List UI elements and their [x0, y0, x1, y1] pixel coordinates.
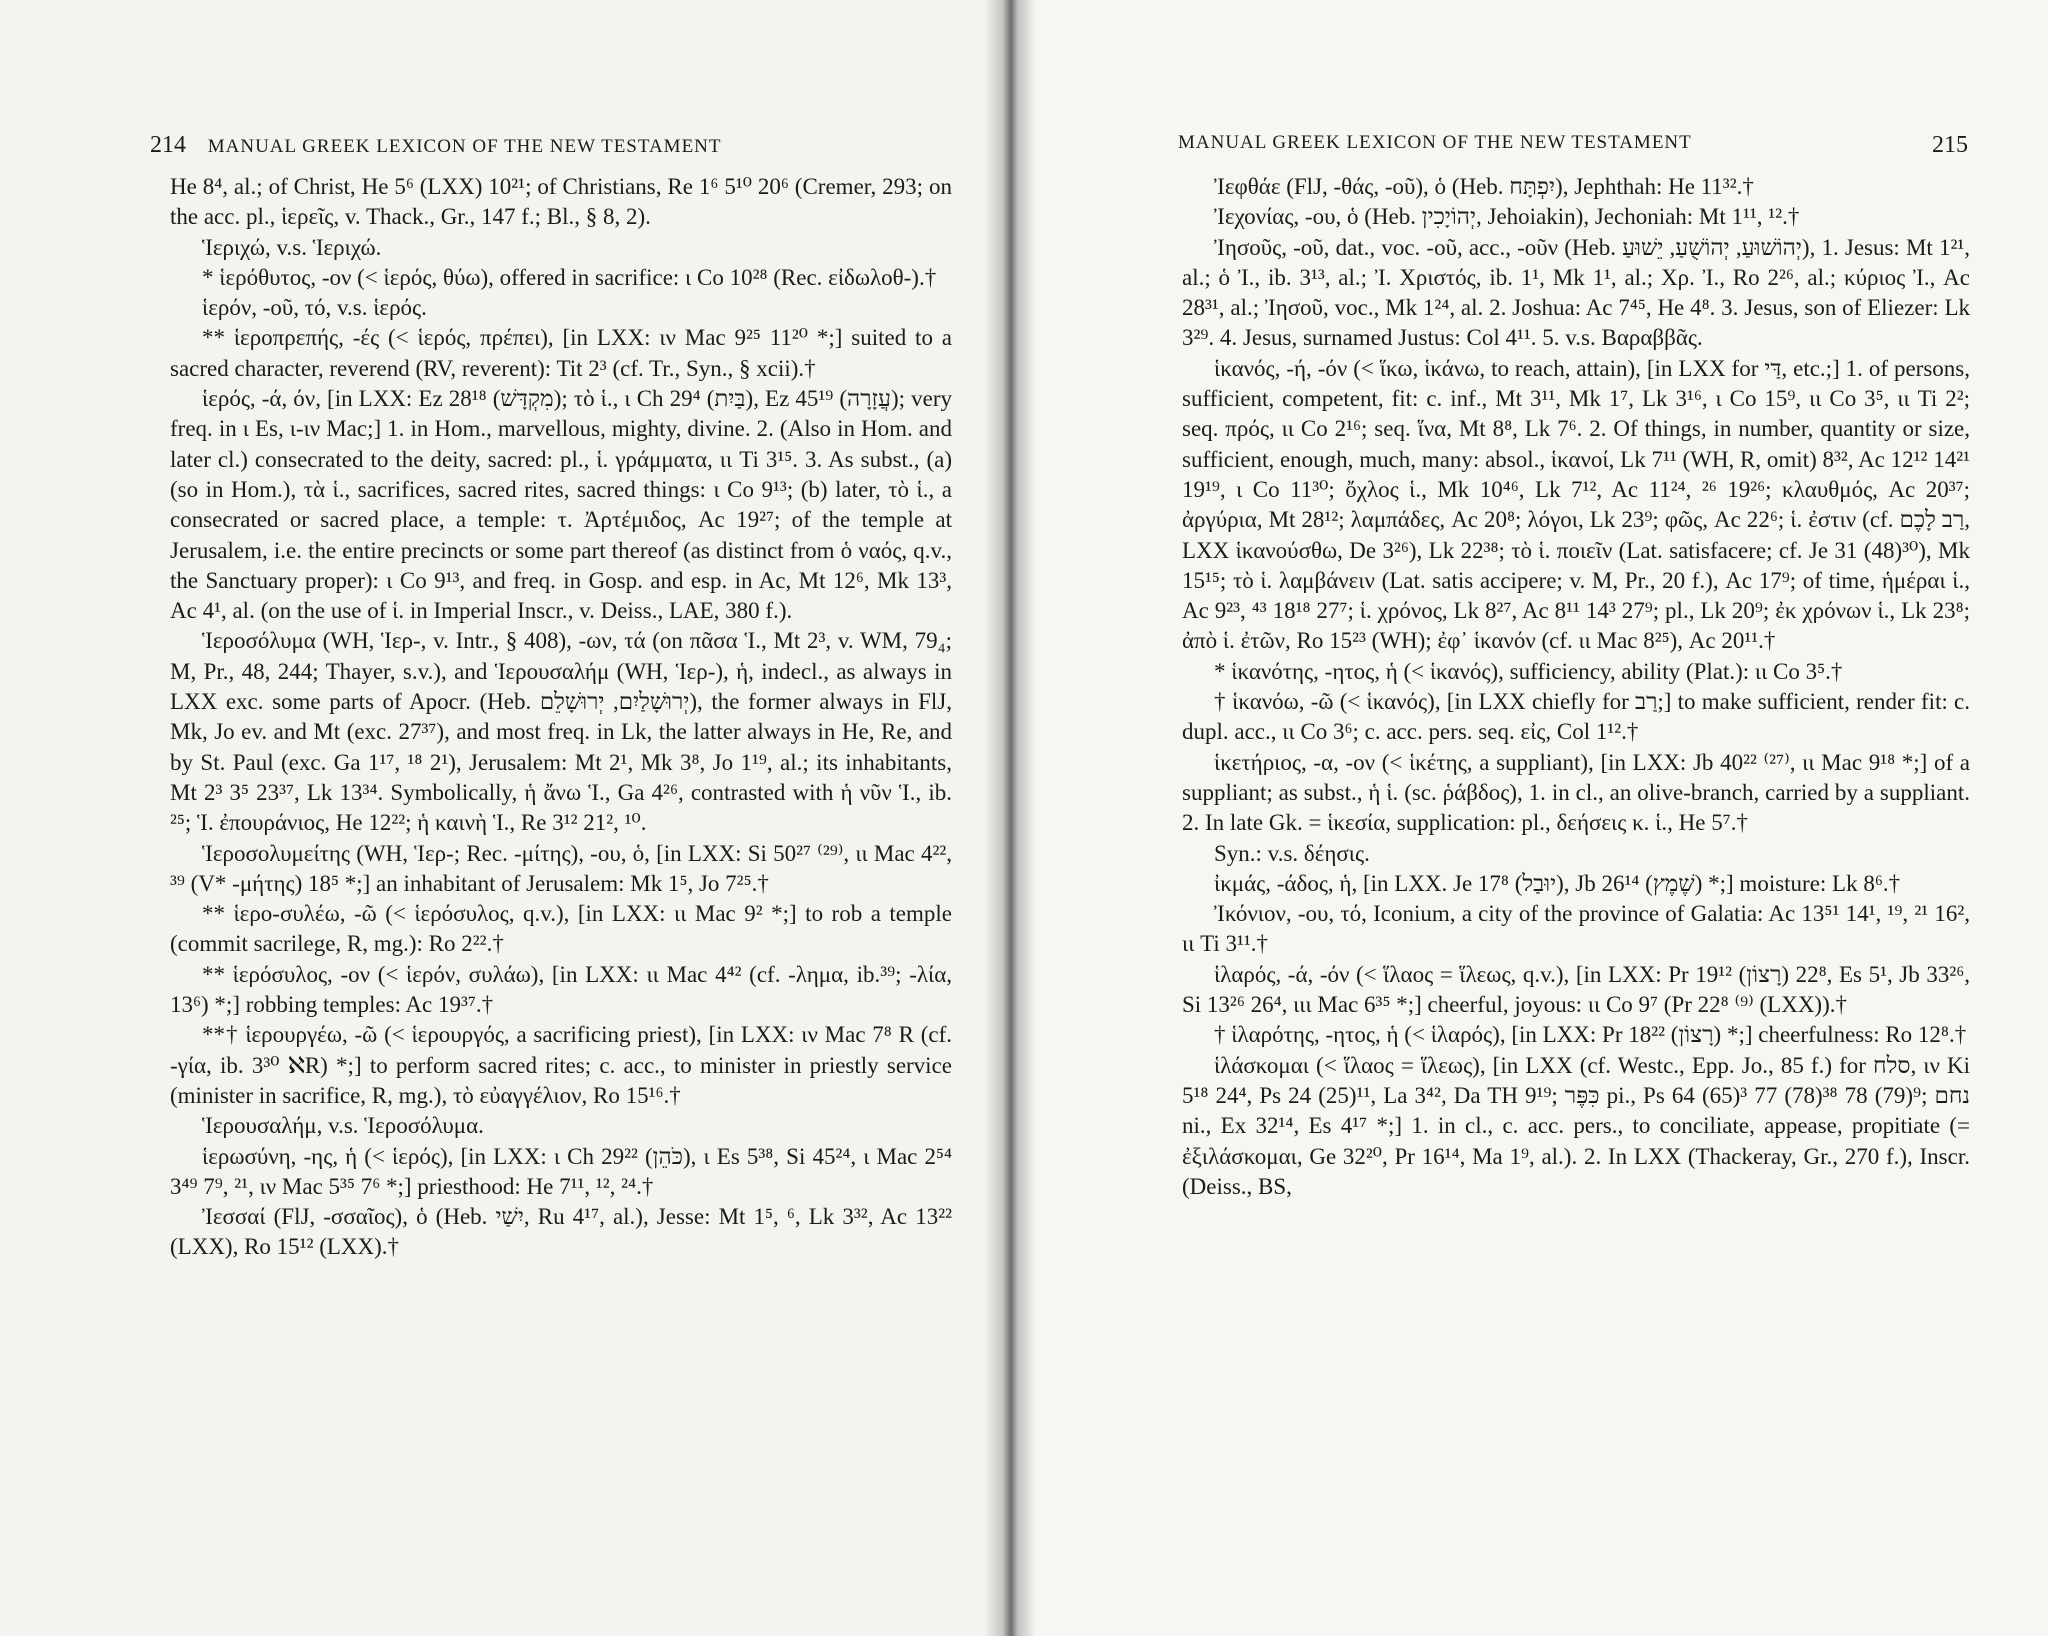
lexicon-entry: ἱλάσκομαι (< ἵλαος = ἵλεως), [in LXX (cf. Westc., Epp. Jo., 85 f.) for סלח, ιν Ki 5¹⁸ 24⁴, Ps 24 (25)¹¹, La 3⁴², Da TH 9¹⁹; כִּפֶּר pi., Ps 64 (65)³ 77 (78)³⁸ 78 (79)⁹; נחם ni., Ex 32¹⁴, Es 4¹⁷ *;] 1. in cl., c. acc. pers., to conciliate, appease, propitiate (= ἐξιλάσκομαι, Ge 32²⁰, Pr 16¹⁴, Ma 1⁹, al.). 2. In LXX (Thackeray, Gr., 270 f.), Inscr. (Deiss., BS,	[1182, 1052, 1970, 1199]
lexicon-entry: ἱερός, -ά, όν, [in LXX: Ez 28¹⁸ (מִקְדָּשׁ); τὸ ἱ., ι Ch 29⁴ (בַּיִת), Ez 45¹⁹ (עֲזָרָה); very freq. in ι Es, ι-ιν Mac;] 1. in Hom., marvellous, mighty, divine. 2. (Also in Hom. and later cl.) consecrated to the deity, sacred: pl., ἱ. γράμματα, ιι Ti 3¹⁵. 3. As subst., (a) (so in Hom.), τὰ ἱ., sacrifices, sacred rites, sacred things: ι Co 9¹³; (b) later, τὸ ἱ., a consecrated or sacred place, a temple: τ. Ἀρτέμιδος, Ac 19²⁷; of the temple at Jerusalem, i.e. the entire precincts or some part thereof (as distinct from ὁ ναός, q.v., the Sanctuary proper): ι Co 9¹³, and freq. in Gosp. and esp. in Ac, Mt 12⁶, Mk 13³, Ac 4¹, al. (on the use of ἱ. in Imperial Inscr., v. Deiss., LAE, 380 f.).	[170, 386, 952, 624]
left-page-body	[170, 172, 952, 1263]
right-running-header	[1178, 132, 1968, 159]
lexicon-entry: Ἰεφθάε (FlJ, -θάς, -οῦ), ὁ (Heb. יִפְתָּח), Jephthah: He 11³².†	[1214, 174, 1754, 199]
left-running-head: MANUAL GREEK LEXICON OF THE NEW TESTAMENT	[207, 136, 722, 157]
continuation-paragraph: He 8⁴, al.; of Christ, He 5⁶ (LXX) 10²¹; of Christians, Re 1⁶ 5¹⁰ 20⁶ (Cremer, 293; on the acc. pl., ἱερεῖς, v. Thack., Gr., 147 f.; Bl., § 8, 2).	[170, 174, 952, 230]
lexicon-entry: **† ἱερουργέω, -ῶ (< ἱερουργός, a sacrificing priest), [in LXX: ιν Mac 7⁸ R (cf. -γία, ib. 3³⁰ ℵR) *;] to perform sacred rites; c. acc., to minister in priestly service (minister in sacrifice, R, mg.), τὸ εὐαγγέλιον, Ro 15¹⁶.†	[170, 1022, 952, 1108]
book-gutter-shadow	[984, 0, 1036, 1636]
left-page	[0, 0, 1010, 1636]
right-page-number: 215	[1932, 132, 1968, 158]
lexicon-entry: Ἰκόνιον, -ου, τό, Iconium, a city of the province of Galatia: Ac 13⁵¹ 14¹, ¹⁹, ²¹ 16², ιι Ti 3¹¹.†	[1182, 901, 1970, 957]
lexicon-entry: ἱκανός, -ή, -όν (< ἵκω, ἱκάνω, to reach, attain), [in LXX for דַּי, etc.;] 1. of persons, sufficient, competent, fit: c. inf., Mt 3¹¹, Mk 1⁷, Lk 3¹⁶, ι Co 15⁹, ιι Co 3⁵, ιι Ti 2²; seq. πρός, ιι Co 2¹⁶; seq. ἵνα, Mt 8⁸, Lk 7⁶. 2. Of things, in number, quantity or size, sufficient, enough, much, many: absol., ἱκανοί, Lk 7¹¹ (WH, R, omit) 8³², Ac 12¹² 14²¹ 19¹⁹, ι Co 11³⁰; ὄχλος ἱ., Mk 10⁴⁶, Lk 7¹², Ac 11²⁴, ²⁶ 19²⁶; κλαυθμός, Ac 20³⁷; ἀργύρια, Mt 28¹²; λαμπάδες, Ac 20⁸; λόγοι, Lk 23⁹; φῶς, Ac 22⁶; ἱ. ἐστιν (cf. רַב לָכֶם, LXX ἱκανούσθω, De 3²⁶), Lk 22³⁸; τὸ ἱ. ποιεῖν (Lat. satisfacere; cf. Je 31 (48)³⁰), Mk 15¹⁵; τὸ ἱ. λαμβάνειν (Lat. satis accipere; v. M, Pr., 20 f.), Ac 17⁹; of time, ἡμέραι ἱ., Ac 9²³, ⁴³ 18¹⁸ 27⁷; ἱ. χρόνος, Lk 8²⁷, Ac 8¹¹ 14³ 27⁹; pl., Lk 20⁹; ἐκ χρόνων ἱ., Lk 23⁸; ἀπὸ ἱ. ἐτῶν, Ro 15²³ (WH); ἐφ᾽ ἱκανόν (cf. ιι Mac 8²⁵), Ac 20¹¹.†	[1182, 355, 1970, 654]
lexicon-entry: Ἱεροσολυμείτης (WH, Ἱερ-; Rec. -μίτης), -ου, ὁ, [in LXX: Si 50²⁷ ⁽²⁹⁾, ιι Mac 4²², ³⁹ (V* -μήτης) 18⁵ *;] an inhabitant of Jerusalem: Mk 1⁵, Jo 7²⁵.†	[170, 840, 952, 896]
lexicon-entry: Ἰεσσαί (FlJ, -σσαῖος), ὁ (Heb. יִשַׁי, Ru 4¹⁷, al.), Jesse: Mt 1⁵, ⁶, Lk 3³², Ac 13²² (LXX), Ro 15¹² (LXX).†	[170, 1204, 952, 1260]
lexicon-entry: * ἱερόθυτος, -ον (< ἱερός, θύω), offered in sacrifice: ι Co 10²⁸ (Rec. εἰδωλοθ-).†	[202, 264, 937, 290]
lexicon-entry: † ἱκανόω, -ῶ (< ἱκανός), [in LXX chiefly for רַב;] to make sufficient, render fit: c. dupl. acc., ιι Co 3⁶; c. acc. pers. seq. εἰς, Col 1¹².†	[1182, 689, 1970, 745]
lexicon-entry: ἱκετήριος, -α, -ον (< ἱκέτης, a suppliant), [in LXX: Jb 40²² ⁽²⁷⁾, ιι Mac 9¹⁸ *;] of a suppliant; as subst., ἡ ἱ. (sc. ῥάβδος), 1. in cl., an olive-branch, carried by a suppliant. 2. In late Gk. = ἱκεσία, supplication: pl., δεήσεις κ. ἱ., He 5⁷.†	[1182, 749, 1970, 836]
lexicon-entry: Ἱεροσόλυμα (WH, Ἱερ-, v. Intr., § 408), -ων, τά (on πᾶσα Ἱ., Mt 2³, v. WM, 79₄; M, Pr., 48, 244; Thayer, s.v.), and Ἱερουσαλήμ (WH, Ἱερ-), ἡ, indecl., as always in LXX exc. some parts of Apocr. (Heb. יְרוּשָׁלַיִם, יְרוּשָׁלֵם), the former always in FlJ, Mk, Jo ev. and Mt (exc. 27³⁷), and most freq. in Lk, the latter always in He, Re, and by St. Paul (exc. Ga 1¹⁷, ¹⁸ 2¹), Jerusalem: Mt 2¹, Mk 3⁸, Jo 1¹⁹, al.; its inhabitants, Mt 2³ 3⁵ 23³⁷, Lk 13³⁴. Symbolically, ἡ ἄνω Ἱ., Ga 4²⁶, contrasted with ἡ νῦν Ἱ., ib. ²⁵; Ἱ. ἐπουράνιος, He 12²²; ἡ καινὴ Ἱ., Re 3¹² 21², ¹⁰.	[170, 628, 952, 836]
left-running-header	[150, 132, 950, 159]
left-page-number: 214	[150, 132, 186, 158]
right-running-head: MANUAL GREEK LEXICON OF THE NEW TESTAMENT	[1178, 132, 1692, 153]
lexicon-entry: ἰκμάς, -άδος, ἡ, [in LXX. Je 17⁸ (יוּבַל), Jb 26¹⁴ (שֶׁמֶץ) *;] moisture: Lk 8⁶.†	[1214, 870, 1901, 896]
right-page-body	[1182, 172, 1970, 1202]
lexicon-entry: ** ἱερόσυλος, -ον (< ἱερόν, συλάω), [in LXX: ιι Mac 4⁴² (cf. -λημα, ib.³⁹; -λία, 13⁶) *;] robbing temples: Ac 19³⁷.†	[170, 961, 952, 1018]
lexicon-entry: Ἱερουσαλήμ, v.s. Ἱεροσόλυμα.	[202, 1113, 484, 1139]
lexicon-entry: ἱερόν, -οῦ, τό, v.s. ἱερός.	[202, 295, 427, 321]
lexicon-entry: Ἰησοῦς, -οῦ, dat., voc. -οῦ, acc., -οῦν (Heb. יְהוֹשׁוּעַ, יְהוֹשֻׁעַ, יֵשׁוּעַ), 1. Jesus: Mt 1²¹, al.; ὁ Ἰ., ib. 3¹³, al.; Ἰ. Χριστός, ib. 1¹, Mk 1¹, al.; Χρ. Ἰ., Ro 2²⁶, al.; κύριος Ἰ., Ac 28³¹, al.; Ἰησοῦ, voc., Mk 1²⁴, al. 2. Joshua: Ac 7⁴⁵, He 4⁸. 3. Jesus, son of Eliezer: Lk 3²⁹. 4. Jesus, surnamed Justus: Col 4¹¹. 5. v.s. Βαραββᾶς.	[1182, 234, 1970, 351]
lexicon-entry: ἱλαρός, -ά, -όν (< ἵλαος = ἵλεως, q.v.), [in LXX: Pr 19¹² (רָצוֹן) 22⁸, Es 5¹, Jb 33²⁶, Si 13²⁶ 26⁴, ιιι Mac 6³⁵ *;] cheerful, joyous: ιι Co 9⁷ (Pr 22⁸ ⁽⁹⁾ (LXX)).†	[1182, 961, 1970, 1018]
lexicon-entry: † ἱλαρότης, -ητος, ἡ (< ἱλαρός), [in LXX: Pr 18²² (רָצוֹן) *;] cheerfulness: Ro 12⁸.†	[1214, 1022, 1967, 1048]
lexicon-entry: ** ἱεροπρεπής, -ές (< ἱερός, πρέπει), [in LXX: ιν Mac 9²⁵ 11²⁰ *;] suited to a sacred character, reverend (RV, reverent): Tit 2³ (cf. Tr., Syn., § xcii).†	[170, 325, 952, 381]
lexicon-entry: ** ἱερο-συλέω, -ῶ (< ἱερόσυλος, q.v.), [in LXX: ιι Mac 9² *;] to rob a temple (commit sacrilege, R, mg.): Ro 2²².†	[170, 901, 952, 957]
lexicon-entry: Ἰεχονίας, -ου, ὁ (Heb. יְהוֹיָכִין, Jehoiakin), Jechoniah: Mt 1¹¹, ¹².†	[1214, 204, 1800, 230]
lexicon-entry: Ἱεριχώ, v.s. Ἱεριχώ.	[202, 234, 382, 260]
right-page	[1010, 0, 2048, 1636]
lexicon-entry: ἱερωσύνη, -ης, ἡ (< ἱερός), [in LXX: ι Ch 29²² (כֹּהֵן), ι Es 5³⁸, Si 45²⁴, ι Mac 2⁵⁴ 3⁴⁹ 7⁹, ²¹, ιν Mac 5³⁵ 7⁶ *;] priesthood: He 7¹¹, ¹², ²⁴.†	[170, 1143, 952, 1199]
lexicon-entry: Syn.: v.s. δέησις.	[1214, 840, 1370, 866]
lexicon-entry: * ἱκανότης, -ητος, ἡ (< ἱκανός), sufficiency, ability (Plat.): ιι Co 3⁵.†	[1214, 658, 1843, 684]
